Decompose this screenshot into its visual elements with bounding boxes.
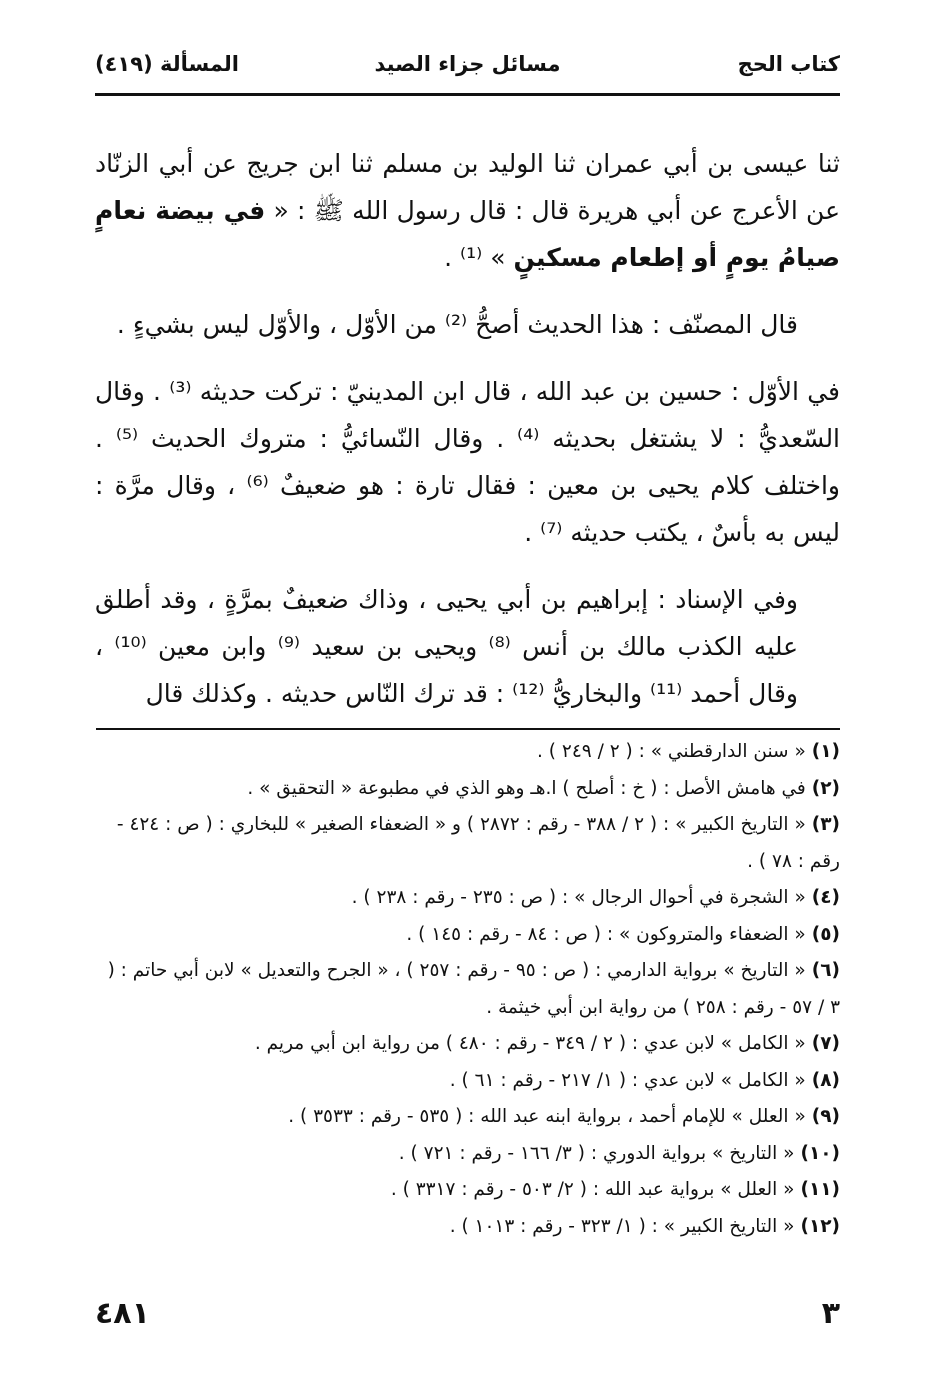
header-divider (95, 93, 840, 96)
paragraph-first-chain: في الأوّل : حسين بن عبد الله ، قال ابن المدينيّ : تركت حديثه ⁽³⁾ . وقال السّعديُّ : لا يشتغل بحديثه ⁽⁴⁾ . وقال النّسائيُّ : متروك الحديث ⁽⁵⁾ . واختلف كلام يحيى بن معين : فقال تارة : هو ضعيفٌ ⁽⁶⁾ ، وقال مرَّة : ليس به بأسٌ ، يكتب حديثه ⁽⁷⁾ . (95, 377, 841, 547)
footnote-item (95, 1172, 840, 1209)
footnote-item (95, 880, 840, 917)
footnote-number: (٦) (811, 960, 840, 981)
footnote-text: في هامش الأصل : ( خ : أصلح ) ا.هـ وهو الذي في مطبوعة « التحقيق » . (247, 777, 806, 799)
footnote-item (95, 917, 840, 954)
footnote-text: « الضعفاء والمتروكون » : ( ص : ٨٤ - رقم : ١٤٥ ) . (406, 923, 806, 945)
footnote-number: (٩) (811, 1106, 840, 1127)
footnote-number: (١٢) (800, 1215, 840, 1237)
footnote-text: « الكامل » لابن عدي : ( ١/ ٢١٧ - رقم : ٦١ ) . (449, 1069, 806, 1091)
header-book-title: كتاب الحج (737, 52, 840, 76)
hadith-end: » ⁽¹⁾ . (444, 243, 514, 272)
footnote-text: « الكامل » لابن عدي : ( ٢ / ٣٤٩ - رقم : ٤٨٠ ) من رواية ابن أبي مريم . (254, 1033, 806, 1054)
footnote-text: « التاريخ » برواية الدوري : ( ٣/ ١٦٦ - رقم : ٧٢١ ) . (398, 1142, 795, 1164)
hadith-text: في بيضة نعامٍ صيامُ يومٍ أو إطعام مسكينٍ (95, 196, 840, 272)
footnote-number: (٥) (811, 923, 840, 945)
footnote-item (95, 1026, 840, 1063)
footnote-item (95, 1136, 840, 1173)
header-chapter-title: مسائل جزاء الصيد (374, 52, 561, 76)
footnote-number: (٤) (811, 887, 840, 908)
footnote-number: (١) (811, 741, 840, 762)
footnote-text: « الشجرة في أحوال الرجال » : ( ص : ٢٣٥ - رقم : ٢٣٨ ) . (351, 887, 806, 908)
paragraph-hadith (95, 140, 840, 281)
header-issue-number: المسألة (٤١٩) (95, 52, 240, 76)
footnote-item (95, 734, 840, 771)
footnote-number: (٢) (811, 777, 840, 799)
footnote-number: (٣) (811, 814, 840, 835)
footnote-item (95, 1063, 840, 1100)
hadith-chain: ثنا عيسى بن أبي عمران ثنا الوليد بن مسلم ثنا ابن جريج عن أبي الزنّاد عن الأعرج عن أبي هريرة قال : قال رسول الله ﷺ : « (95, 149, 840, 225)
footnote-divider (96, 728, 840, 730)
footnote-number: (٨) (811, 1069, 840, 1091)
footnote-text: « العلل » للإمام أحمد ، برواية ابنه عبد الله : ( ٥٣٥ - رقم : ٣٥٣٣ ) . (288, 1106, 806, 1127)
footnotes-list (95, 734, 840, 1245)
footnote-number: (١١) (800, 1179, 840, 1200)
footnote-number: (١٠) (800, 1142, 840, 1164)
footnote-item (95, 1209, 840, 1246)
footnote-text: « التاريخ الكبير » : ( ١/ ٣٢٣ - رقم : ١٠١٣ ) . (449, 1215, 795, 1237)
footnote-item (95, 771, 840, 808)
footnote-number: (٧) (811, 1033, 840, 1054)
footnote-item (95, 807, 840, 880)
footnote-item (95, 1099, 840, 1136)
page-number: ٤٨١ (95, 1296, 150, 1331)
footnote-text: « التاريخ الكبير » : ( ٢ / ٣٨٨ - رقم : ٢٨٧٢ ) و « الضعفاء الصغير » للبخاري : ( ص : ٤٢٤ - رقم : ٧٨ ) . (116, 814, 840, 872)
footnote-text: « سنن الدارقطني » : ( ٢ / ٢٤٩ ) . (537, 741, 806, 762)
main-text (95, 140, 840, 737)
paragraph-isnad: وفي الإسناد : إبراهيم بن أبي يحيى ، وذاك ضعيفٌ بمرَّةٍ ، وقد أطلق عليه الكذب مالك بن أنس ⁽⁸⁾ ويحيى بن سعيد ⁽⁹⁾ وابن معين ⁽¹⁰⁾ ، وقال أحمد ⁽¹¹⁾ والبخاريُّ ⁽¹²⁾ : قد ترك النّاس حديثه . وكذلك قال (95, 585, 799, 708)
volume-number: ٣ (821, 1296, 840, 1331)
paragraph-author-comment: قال المصنّف : هذا الحديث أصحُّ ⁽²⁾ من الأوّل ، والأوّل ليس بشيءٍ . (116, 310, 798, 339)
page-header (95, 48, 840, 88)
footnote-text: « التاريخ » برواية الدارمي : ( ص : ٩٥ - رقم : ٢٥٧ ) ، « الجرح والتعديل » لابن أبي حاتم : ( ٣ / ٥٧ - رقم : ٢٥٨ ) من رواية ابن أبي خيثمة . (107, 960, 840, 1018)
footnote-item (95, 953, 840, 1026)
footnote-text: « العلل » برواية عبد الله : ( ٢/ ٥٠٣ - رقم : ٣٣١٧ ) . (390, 1179, 795, 1200)
